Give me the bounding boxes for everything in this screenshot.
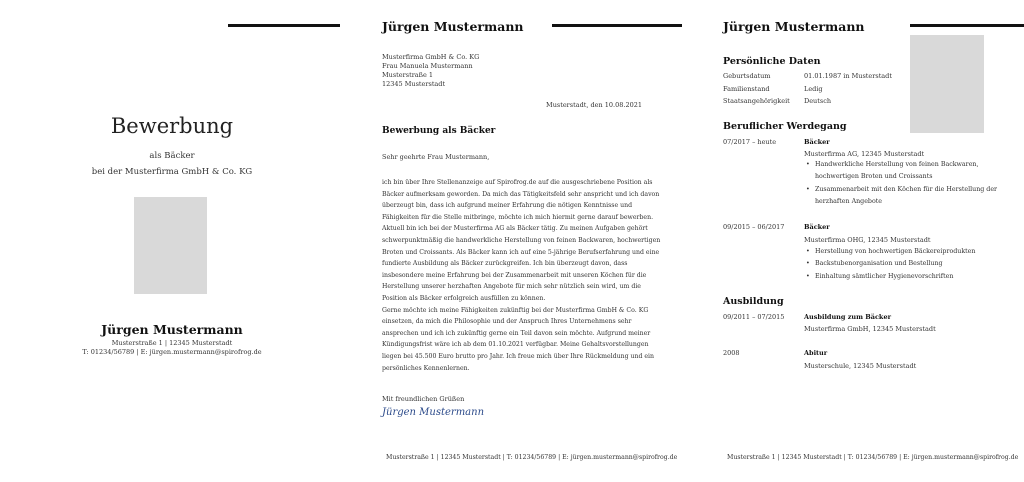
letter-footer: Musterstraße 1 | 12345 Musterstadt | T: 01234/56789 | E: jürgen.mustermann@spirofrog.de <box>386 454 678 461</box>
career-heading: Beruflicher Werdegang <box>723 121 847 132</box>
career-period: 09/2015 – 06/2017 <box>723 223 785 231</box>
cover-contact: T: 01234/56789 | E: jürgen.mustermann@spirofrog.de <box>82 348 262 356</box>
education-institution: Musterschule, 12345 Musterstadt <box>804 362 917 370</box>
body-line: einsetzen, da mich die Philosophie und der Anspruch Ihres Unternehmens sehr <box>382 318 632 326</box>
letter-header-name: Jürgen Mustermann <box>382 19 524 34</box>
photo-placeholder <box>910 35 984 133</box>
header-rule <box>552 24 682 27</box>
body-line: überzeugt bin, dass ich aufgrund meiner Erfahrung die nötigen Kenntnisse und <box>382 202 633 210</box>
body-line: Fähigkeiten für die Stelle mitbringe, möchte ich mich hiermit gerne darauf bewerben. <box>382 213 654 221</box>
body-line: liegen bei 45.500 Euro brutto pro Jahr. Ich freue mich über Ihre Rückmeldung und ein <box>382 352 655 360</box>
task-item-continued <box>804 171 997 183</box>
recipient-line: 12345 Musterstadt <box>382 80 446 88</box>
education-title: Ausbildung zum Bäcker <box>804 313 892 321</box>
cover-address: Musterstraße 1 | 12345 Musterstadt <box>111 339 233 347</box>
cover-position: als Bäcker <box>149 151 195 161</box>
cover-name: Jürgen Mustermann <box>101 322 243 337</box>
letter-body <box>382 177 660 374</box>
task-item: • Handwerkliche Herstellung von feinen Backwaren, <box>804 159 997 171</box>
recipient-address <box>382 53 479 89</box>
education-institution: Musterfirma GmbH, 12345 Musterstadt <box>804 325 936 333</box>
career-tasks <box>804 159 997 208</box>
task-item-continued <box>804 196 997 208</box>
photo-placeholder <box>134 197 207 294</box>
cv-header-name: Jürgen Mustermann <box>723 19 865 34</box>
education-period: 2008 <box>723 349 740 357</box>
cover-page <box>0 0 344 482</box>
personal-heading: Persönliche Daten <box>723 56 821 67</box>
task-item: • Herstellung von hochwertigen Bäckereiprodukten <box>804 246 975 258</box>
career-period: 07/2017 – heute <box>723 138 777 146</box>
personal-label: Familienstand <box>723 85 770 93</box>
letter-date: Musterstadt, den 10.08.2021 <box>546 101 642 109</box>
career-title: Bäcker <box>804 138 830 146</box>
personal-label: Staatsangehörigkeit <box>723 97 790 105</box>
letter-closing: Mit freundlichen Grüßen <box>382 395 465 403</box>
body-line: Herstellung unserer herzhaften Angebote für mich sehr nützlich sein wird, um die <box>382 283 641 291</box>
header-rule <box>910 24 1024 27</box>
personal-value: Ledig <box>804 85 823 93</box>
body-line: Aktuell bin ich bei der Musterfirma AG als Bäcker tätig. Zu meinen Aufgaben gehört <box>382 225 648 233</box>
cover-company: bei der Musterfirma GmbH & Co. KG <box>91 167 253 177</box>
body-line: insbesondere meine Erfahrung bei der Zusammenarbeit mit unseren Köchen für die <box>382 271 647 279</box>
body-line: Gerne möchte ich meine Fähigkeiten zukünftig bei der Musterfirma GmbH & Co. KG <box>382 306 649 314</box>
body-line: Broten und Croissants. Als Bäcker kann ich auf eine 5-jährige Berufserfahrung und eine <box>382 248 660 256</box>
task-item: • Zusammenarbeit mit den Köchen für die Herstellung der <box>804 184 997 196</box>
career-company: Musterfirma OHG, 12345 Musterstadt <box>804 236 931 244</box>
personal-label: Geburtsdatum <box>723 72 771 80</box>
recipient-line: Musterfirma GmbH & Co. KG <box>382 53 480 61</box>
career-company: Musterfirma AG, 12345 Musterstadt <box>804 150 925 158</box>
recipient-line: Frau Manuela Mustermann <box>382 62 473 70</box>
education-heading: Ausbildung <box>723 296 784 307</box>
task-text: herzhaften Angebote <box>815 197 883 205</box>
header-rule <box>228 24 340 27</box>
body-line: schwerpunktmäßig die handwerkliche Herstellung von feinen Backwaren, hochwertigen <box>382 236 661 244</box>
body-line: Kündigungsfrist wäre ich ab dem 01.10.2021 verfügbar. Meine Gehaltsvorstellungen <box>382 341 649 349</box>
body-line: ich bin über Ihre Stellenanzeige auf Spirofrog.de auf die ausgeschriebene Position als <box>382 179 653 186</box>
body-line: Bäcker aufmerksam geworden. Da mich das Tätigkeitsfeld sehr anspricht und ich davon <box>382 190 660 198</box>
letter-subject: Bewerbung als Bäcker <box>382 126 496 136</box>
personal-value: 01.01.1987 in Musterstadt <box>804 72 892 80</box>
task-text: hochwertigen Broten und Croissants <box>815 173 933 181</box>
body-line: fundierte Ausbildung als Bäcker zurückgreifen. Ich bin überzeugt davon, dass <box>382 260 628 268</box>
letter-salutation: Sehr geehrte Frau Mustermann, <box>382 153 490 161</box>
career-title: Bäcker <box>804 223 830 231</box>
cover-title: Bewerbung <box>110 114 234 138</box>
body-line: ansprechen und ich ich zukünftig gerne ein Teil davon sein möchte. Aufgrund meiner <box>382 329 651 337</box>
education-title: Abitur <box>804 349 828 357</box>
letter-signature: Jürgen Mustermann <box>382 407 485 418</box>
task-item: • Backstubenorganisation und Bestellung <box>804 258 975 270</box>
body-line: persönliches Kennenlernen. <box>382 364 470 372</box>
task-item: • Einhaltung sämtlicher Hygienevorschriften <box>804 271 975 283</box>
cover-letter-page <box>344 0 686 482</box>
cv-page <box>686 0 1024 482</box>
career-tasks <box>804 246 975 283</box>
recipient-line: Musterstraße 1 <box>382 71 434 79</box>
education-period: 09/2011 – 07/2015 <box>723 313 785 321</box>
body-line: Position als Bäcker erfolgreich ausfüllen zu können. <box>382 294 546 302</box>
cv-footer: Musterstraße 1 | 12345 Musterstadt | T: 01234/56789 | E: jürgen.mustermann@spirofrog.de <box>727 454 1019 461</box>
personal-value: Deutsch <box>804 97 832 105</box>
